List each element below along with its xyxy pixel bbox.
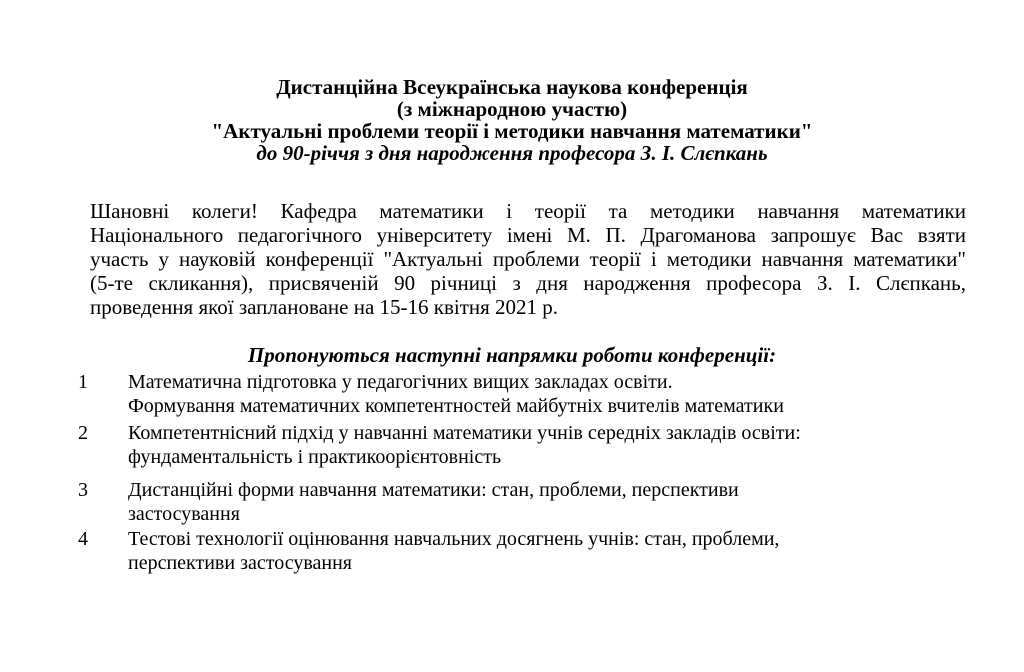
topic-text [128,478,948,526]
conference-name: "Актуальні проблеми теорії і методики навчання математики" [211,119,813,143]
invitation-line: проведення якої заплановане на 15-16 квітня 2021 р. [90,295,559,319]
topic-number: 3 [78,479,88,501]
topic-number: 1 [78,371,88,393]
invitation-line: Національного педагогічного університету імені М. П. Драгоманова запрошує Вас взяти [90,223,966,247]
topic-line: фундаментальність і практикоорієнтовність [128,446,502,468]
topic-text [128,527,948,575]
topics-heading: Пропонуються наступні напрямки роботи конференції: [247,343,777,367]
topic-number: 4 [78,528,88,550]
topic-line: Компетентнісний підхід у навчанні математики учнів середніх закладів освіти: [128,422,801,444]
topic-line: Математична підготовка у педагогічних вищих закладах освіти. [128,371,673,393]
conference-dedication: до 90-річчя з дня народження професора З. І. Слєпкань [256,141,768,165]
topic-text [128,421,948,469]
topic-line: Тестові технології оцінювання навчальних досягнень учнів: стан, проблеми, [128,528,780,550]
invitation-line: Шановні колеги! Кафедра математики і теорії та методики навчання математики [90,199,966,223]
topic-line: застосування [128,503,240,525]
topic-text [128,370,948,418]
conference-subtitle-participation: (з міжнародною участю) [396,97,628,121]
invitation-paragraph [90,199,966,319]
conference-title: Дистанційна Всеукраїнська наукова конференція [276,75,748,99]
invitation-line: участь у науковій конференції "Актуальні проблеми теорії і методики навчання математики" [90,247,966,271]
conference-title-block [0,76,1024,164]
topic-number: 2 [78,422,88,444]
invitation-line: (5-те скликання), присвяченій 90 річниці з дня народження професора З. І. Слєпкань, [90,271,966,295]
topic-line: перспективи застосування [128,552,352,574]
topic-line: Дистанційні форми навчання математики: стан, проблеми, перспективи [128,479,739,501]
topic-line: Формування математичних компетентностей майбутніх вчителів математики [128,395,784,417]
